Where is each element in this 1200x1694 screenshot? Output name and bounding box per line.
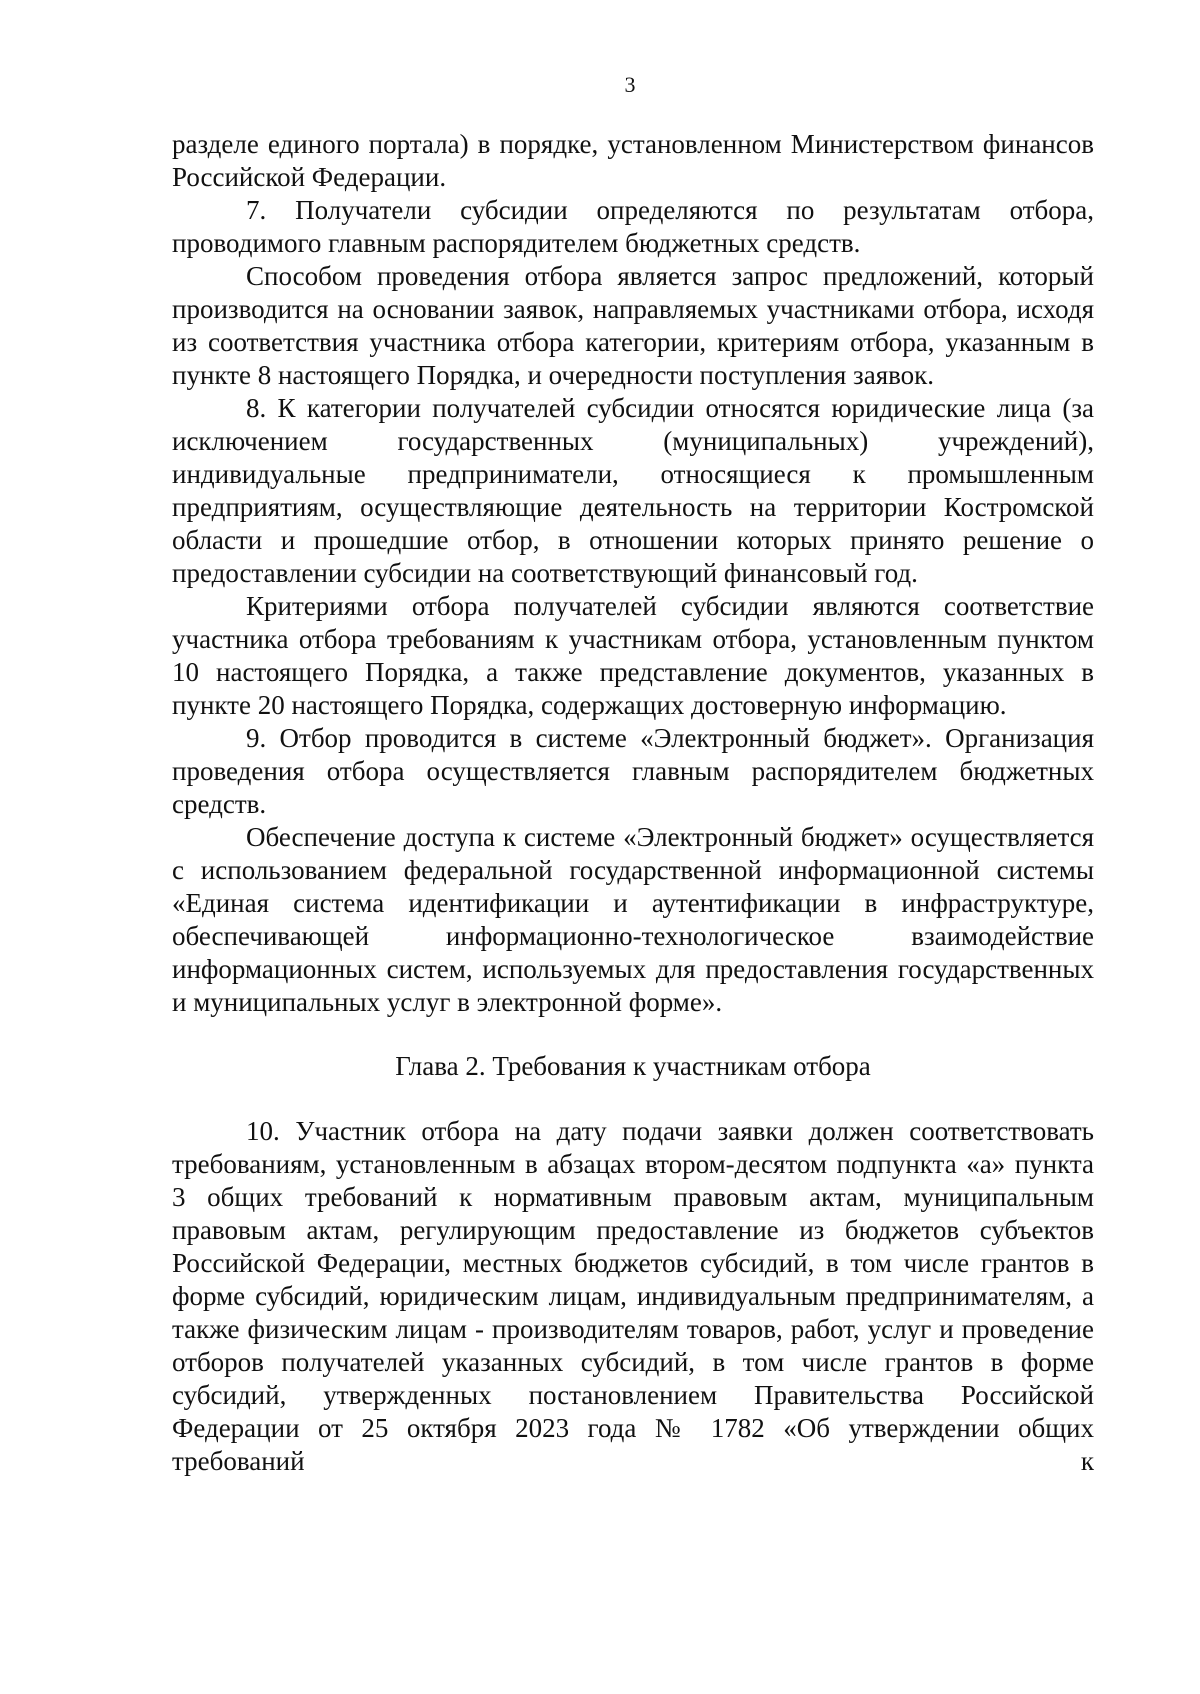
paragraph-item-7: 7. Получатели субсидии определяются по результатам отбора, проводимого главным распорядителем бюджетных средств. bbox=[172, 195, 1094, 258]
document-body bbox=[172, 128, 1094, 1478]
paragraph-continuation: разделе единого портала) в порядке, установленном Министерством финансов Российской Федерации. bbox=[172, 129, 1094, 192]
paragraph-item-9: 9. Отбор проводится в системе «Электронный бюджет». Организация проведения отбора осуществляется главным распорядителем бюджетных средств. bbox=[172, 723, 1094, 819]
chapter-heading: Глава 2. Требования к участникам отбора bbox=[395, 1051, 871, 1081]
page-number: 3 bbox=[624, 72, 636, 97]
paragraph-item-8: 8. К категории получателей субсидии относятся юридические лица (за исключением государственных (муниципальных) учреждений), индивидуальные предприниматели, относящиеся к промышленным предприятиям, осуществляющие деятельность на территории Костромской области и прошедшие отбор, в отношении которых принято решение о предоставлении субсидии на соответствующий финансовый год. bbox=[172, 393, 1094, 588]
paragraph-system-access: Обеспечение доступа к системе «Электронный бюджет» осуществляется с использованием федеральной государственной информационной системы «Единая система идентификации и аутентификации в инфраструктуре, обеспечивающей информационно-технологическое взаимодействие информационных систем, используемых для предоставления государственных и муниципальных услуг в электронной форме». bbox=[172, 822, 1094, 1017]
paragraph-selection-criteria: Критериями отбора получателей субсидии являются соответствие участника отбора требованиям к участникам отбора, установленным пунктом 10 настоящего Порядка, а также представление документов, указанных в пункте 20 настоящего Порядка, содержащих достоверную информацию. bbox=[172, 591, 1094, 720]
paragraph-item-10: 10. Участник отбора на дату подачи заявки должен соответствовать требованиям, установленным в абзацах втором-десятом подпункта «а» пункта 3 общих требований к нормативным правовым актам, муниципальным правовым актам, регулирующим предоставление из бюджетов субъектов Российской Федерации, местных бюджетов субсидий, в том числе грантов в форме субсидий, юридическим лицам, индивидуальным предпринимателям, а также физическим лицам - производителям товаров, работ, услуг и проведение отборов получателей указанных субсидий, в том числе грантов в форме субсидий, утвержденных постановлением Правительства Российской Федерации от 25 октября 2023 года № 1782 «Об утверждении общих требований к bbox=[172, 1116, 1094, 1476]
paragraph-selection-method: Способом проведения отбора является запрос предложений, который производится на основании заявок, направляемых участниками отбора, исходя из соответствия участника отбора категории, критериям отбора, указанным в пункте 8 настоящего Порядка, и очередности поступления заявок. bbox=[172, 261, 1094, 390]
